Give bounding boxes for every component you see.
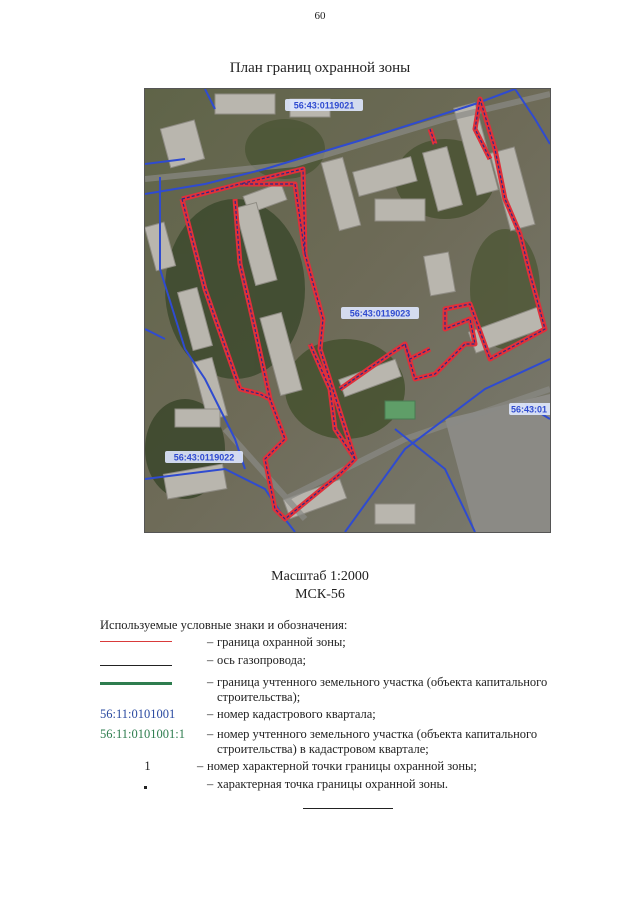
legend-item-axis <box>100 653 590 669</box>
quarter-number-sample: 56:11:0101001 <box>100 707 176 721</box>
quarter-label-text: 56:43:0119023 <box>349 308 411 319</box>
legend-text: номер учтенного земельного участка (объекта капитального строительства) в кадастровом квартале; <box>217 727 538 756</box>
red-line-symbol <box>100 635 205 651</box>
legend-dash: – <box>207 635 214 649</box>
quarter-label-0119023 <box>341 307 419 319</box>
point-number-sample: 1 <box>144 759 151 773</box>
quarter-label-0119022 <box>165 451 243 463</box>
legend-item-boundary <box>100 635 590 651</box>
point-dot-symbol <box>100 777 205 793</box>
scale-block <box>0 568 640 604</box>
quarter-label-text: 56:43:0119022 <box>173 452 235 463</box>
legend-dash: – <box>207 727 214 741</box>
quarter-label-01 <box>509 403 550 415</box>
black-line-symbol <box>100 653 205 669</box>
legend-item-point-number <box>100 759 590 775</box>
coordinate-system: МСК-56 <box>295 587 345 602</box>
quarter-label-0119021 <box>285 99 363 111</box>
signature-line <box>303 808 393 809</box>
legend-item-land-plot <box>100 675 590 705</box>
plan-title: План границ охранной зоны <box>229 60 411 76</box>
legend-text: граница охранной зоны; <box>217 635 346 649</box>
green-line-symbol <box>100 675 205 691</box>
legend-item-quarter-number <box>100 707 590 723</box>
legend-text: граница учтенного земельного участка (объекта капитального строительства); <box>217 675 548 704</box>
legend-header: Используемые условные знаки и обозначения: <box>100 618 348 632</box>
legend-dash: – <box>207 675 214 689</box>
legend-item-plot-number <box>100 727 590 757</box>
aerial-map[interactable] <box>144 88 551 533</box>
legend-dash: – <box>207 777 214 791</box>
legend-dash: – <box>207 653 214 667</box>
legend-text: характерная точка границы охранной зоны. <box>217 777 449 791</box>
legend-dash: – <box>197 759 204 773</box>
plot-number-sample: 56:11:0101001:1 <box>100 727 185 741</box>
legend-text: ось газопровода; <box>217 653 307 667</box>
quarter-label-text: 56:43:0119021 <box>293 100 355 111</box>
legend <box>100 618 590 795</box>
legend-text: номер характерной точки границы охранной зоны; <box>207 759 477 773</box>
quarter-label-text: 56:43:01 <box>511 404 548 415</box>
legend-item-point <box>100 777 590 793</box>
green-roof <box>385 401 415 419</box>
page-number: 60 <box>314 10 326 22</box>
map-svg <box>145 89 550 532</box>
legend-dash: – <box>207 707 214 721</box>
legend-text: номер кадастрового квартала; <box>217 707 376 721</box>
scale-text: Масштаб 1:2000 <box>271 569 369 584</box>
